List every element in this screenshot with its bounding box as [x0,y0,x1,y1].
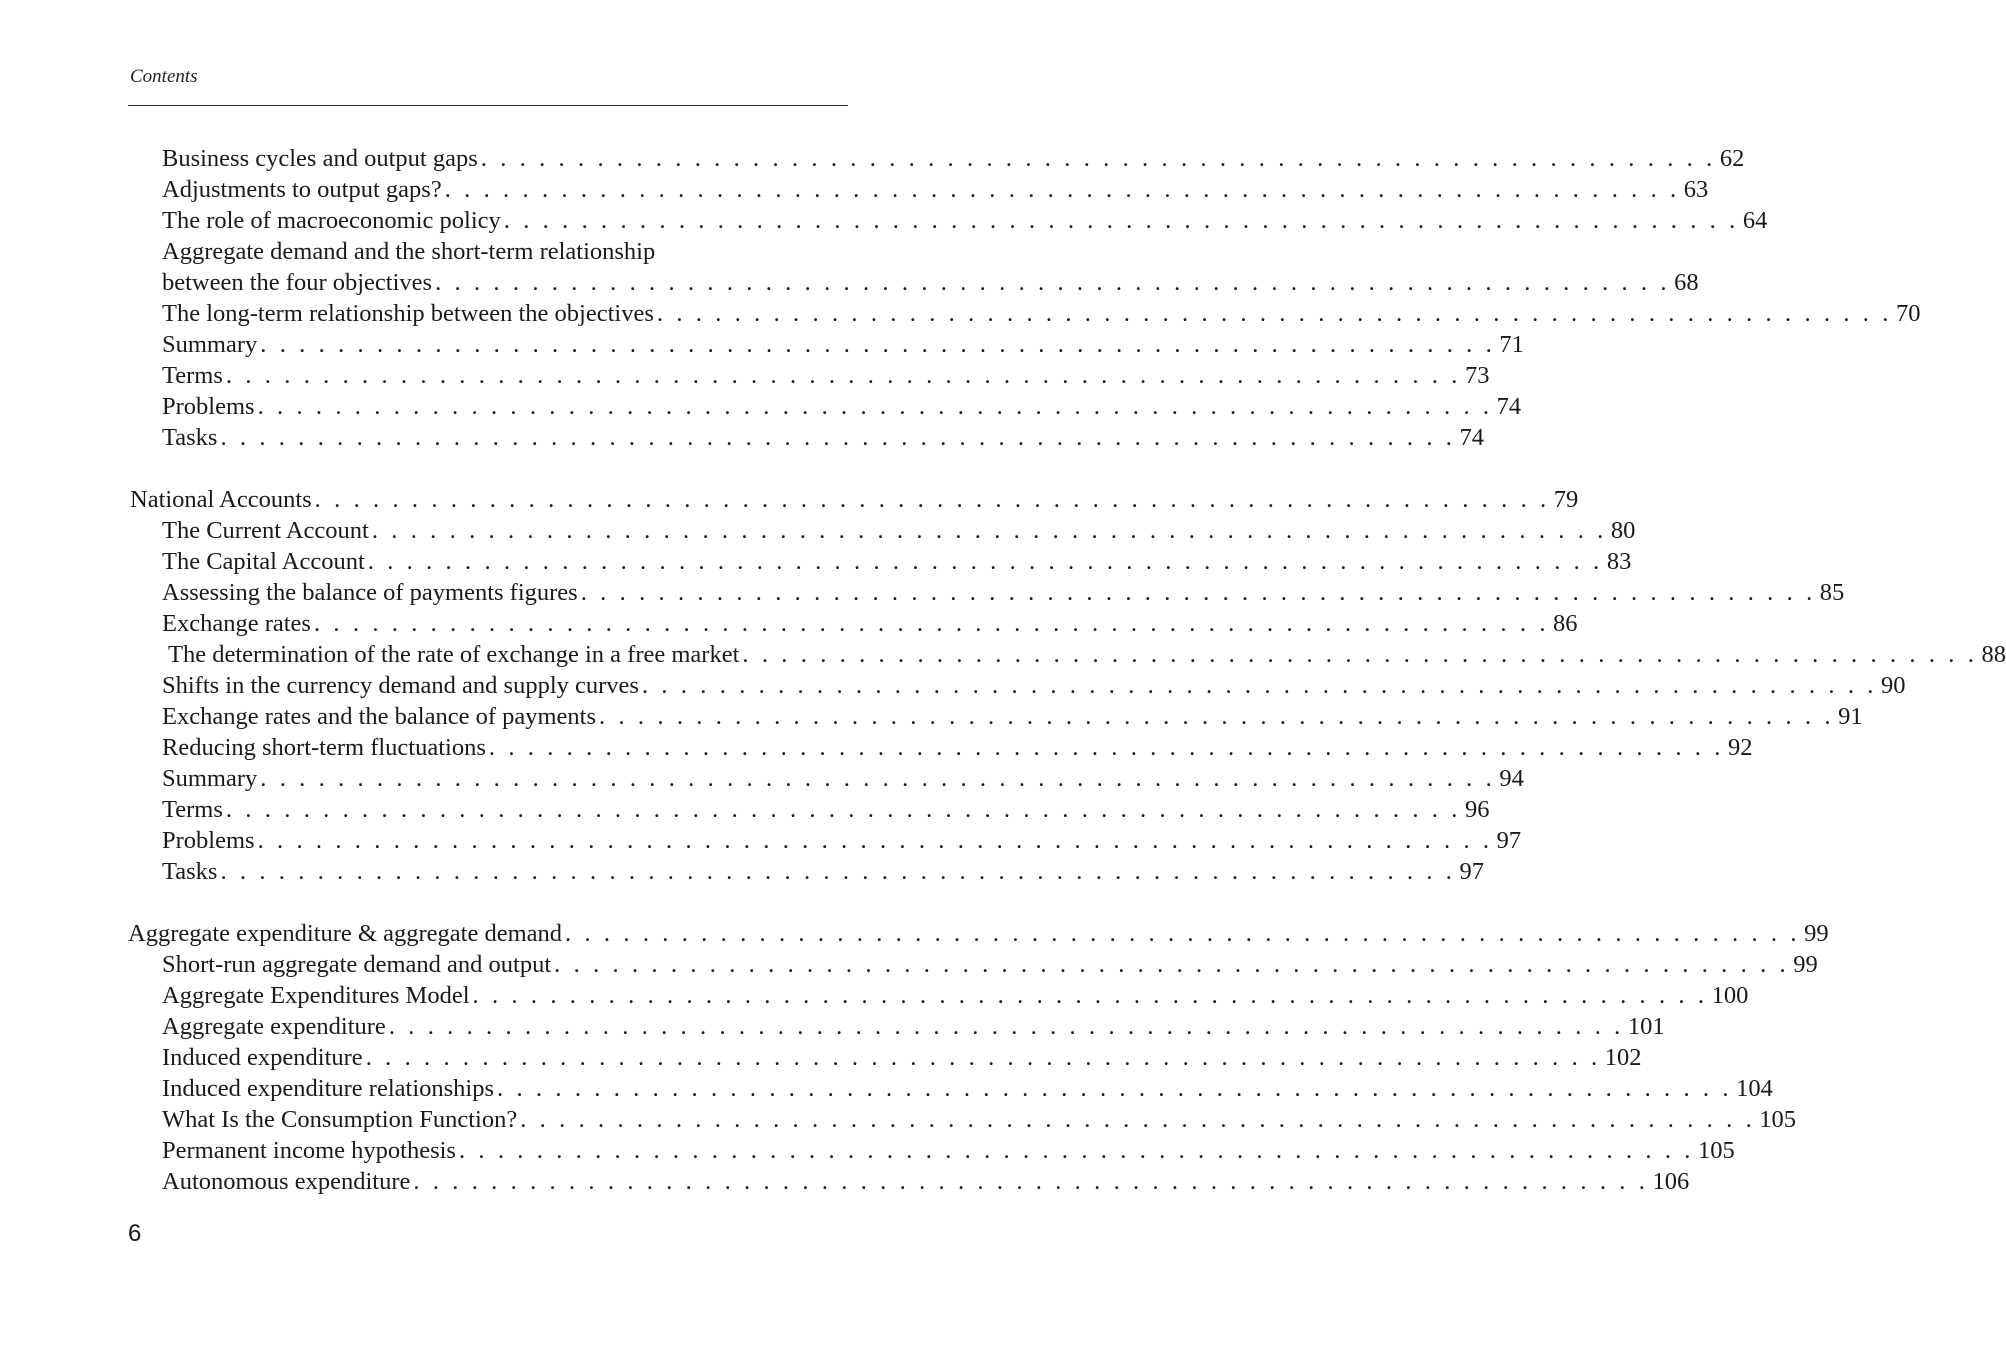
toc-entry[interactable] [162,732,1753,763]
leader-dots: . . . . . . . . . . . . . . . . . . . . . . . . . . . . . . . . . . . . . . . . . . . . . . . . . . . . . . . . . . . . . . . . [497,1075,1733,1102]
toc-entry-title: What Is the Consumption Function? [162,1106,518,1133]
toc-entry-title: Short-run aggregate demand and output [162,951,552,978]
toc-entry[interactable] [168,639,2006,670]
toc-entry-page: 83 [1606,548,1632,575]
toc-entry-title: Summary [162,765,258,792]
toc-entry-title: Adjustments to output gaps? [162,176,442,203]
toc-entry[interactable] [162,794,1490,825]
toc-entry-title: National Accounts [130,486,312,513]
toc-entry[interactable] [162,267,1699,298]
toc-entry[interactable] [162,980,1749,1011]
leader-dots: . . . . . . . . . . . . . . . . . . . . . . . . . . . . . . . . . . . . . . . . . . . . . . . . . . . . . . . . . . . . . . . . [257,827,1493,854]
leader-dots: . . . . . . . . . . . . . . . . . . . . . . . . . . . . . . . . . . . . . . . . . . . . . . . . . . . . . . . . . . . . . . . . [520,1106,1756,1133]
toc-entry-page: 96 [1464,796,1490,823]
page-number: 6 [128,1220,142,1247]
leader-dots: . . . . . . . . . . . . . . . . . . . . . . . . . . . . . . . . . . . . . . . . . . . . . . . . . . . . . . . . . . . . . . . . [565,920,1801,947]
leader-dots: . . . . . . . . . . . . . . . . . . . . . . . . . . . . . . . . . . . . . . . . . . . . . . . . . . . . . . . . . . . . . . . . [599,703,1835,730]
toc-entry-title: Tasks [162,424,218,451]
toc-entry-page: 86 [1553,610,1578,637]
toc-entry-page: 101 [1627,1013,1665,1040]
toc-entry-page: 74 [1459,424,1485,451]
toc-entry-page: 100 [1711,982,1749,1009]
toc-entry[interactable] [162,143,1745,174]
toc-entry[interactable] [162,670,1906,701]
toc-entry-title-line[interactable]: Aggregate demand and the short-term relationship [162,238,656,265]
toc-chapter-entry[interactable] [130,484,1579,515]
toc-entry-title: Reducing short-term fluctuations [162,734,486,761]
toc-entry[interactable] [162,391,1522,422]
leader-dots: . . . . . . . . . . . . . . . . . . . . . . . . . . . . . . . . . . . . . . . . . . . . . . . . . . . . . . . . . . . . . . . . [554,951,1790,978]
leader-dots: . . . . . . . . . . . . . . . . . . . . . . . . . . . . . . . . . . . . . . . . . . . . . . . . . . . . . . . . . . . . . . . . [480,145,1716,172]
toc-entry-page: 68 [1674,269,1699,296]
toc-entry-page: 88 [1981,641,2006,668]
leader-dots: . . . . . . . . . . . . . . . . . . . . . . . . . . . . . . . . . . . . . . . . . . . . . . . . . . . . . . . . . . . . . . . . [371,517,1607,544]
toc-entry[interactable] [162,856,1485,887]
toc-entry-page: 62 [1719,145,1745,172]
leader-dots: . . . . . . . . . . . . . . . . . . . . . . . . . . . . . . . . . . . . . . . . . . . . . . . . . . . . . . . . . . . . . . . . [742,641,1978,668]
toc-entry-page: 104 [1736,1075,1773,1102]
leader-dots: . . . . . . . . . . . . . . . . . . . . . . . . . . . . . . . . . . . . . . . . . . . . . . . . . . . . . . . . . . . . . . . . [313,610,1550,637]
toc-entry[interactable] [162,949,1818,980]
toc-entry[interactable] [162,329,1524,360]
running-head-title: Contents [130,66,198,87]
toc-entry-page: 90 [1881,672,1906,699]
toc-entry[interactable] [162,515,1636,546]
leader-dots: . . . . . . . . . . . . . . . . . . . . . . . . . . . . . . . . . . . . . . . . . . . . . . . . . . . . . . . . . . . . . . . . [656,300,1892,327]
toc-entry[interactable] [162,298,1921,329]
leader-dots: . . . . . . . . . . . . . . . . . . . . . . . . . . . . . . . . . . . . . . . . . . . . . . . . . . . . . . . . . . . . . . . . [580,579,1816,606]
toc-entry-title: Permanent income hypothesis [162,1137,456,1164]
toc-entry[interactable] [162,701,1863,732]
leader-dots: . . . . . . . . . . . . . . . . . . . . . . . . . . . . . . . . . . . . . . . . . . . . . . . . . . . . . . . . . . . . . . . . [314,486,1550,513]
leader-dots: . . . . . . . . . . . . . . . . . . . . . . . . . . . . . . . . . . . . . . . . . . . . . . . . . . . . . . . . . . . . . . . . [257,393,1493,420]
toc-entry-page: 105 [1759,1106,1797,1133]
toc-entry-title: Problems [162,393,255,420]
leader-dots: . . . . . . . . . . . . . . . . . . . . . . . . . . . . . . . . . . . . . . . . . . . . . . . . . . . . . . . . . . . . . . . . [472,982,1708,1009]
leader-dots: . . . . . . . . . . . . . . . . . . . . . . . . . . . . . . . . . . . . . . . . . . . . . . . . . . . . . . . . . . . . . . . . [388,1013,1624,1040]
toc-entry-title: Tasks [162,858,218,885]
toc-entry[interactable] [162,546,1632,577]
toc-entry-title: Shifts in the currency demand and supply curves [162,672,639,699]
toc-entry-title: Exchange rates and the balance of payments [162,703,597,730]
toc-entry[interactable] [162,1104,1797,1135]
toc-entry-title: Business cycles and output gaps [162,145,478,172]
toc-entry-page: 102 [1604,1044,1642,1071]
toc-entry[interactable] [162,422,1485,453]
leader-dots: . . . . . . . . . . . . . . . . . . . . . . . . . . . . . . . . . . . . . . . . . . . . . . . . . . . . . . . . . . . . . . . . [444,176,1680,203]
toc-entry-title: Assessing the balance of payments figures [162,579,578,606]
toc-entry-page: 94 [1499,765,1524,792]
toc-entry[interactable] [162,174,1709,205]
toc-entry-title: Summary [162,331,258,358]
toc-entry[interactable] [162,763,1524,794]
toc-entry[interactable] [162,360,1490,391]
toc-entry-page: 97 [1496,827,1522,854]
leader-dots: . . . . . . . . . . . . . . . . . . . . . . . . . . . . . . . . . . . . . . . . . . . . . . . . . . . . . . . . . . . . . . . . [365,1044,1601,1071]
toc-entry-page: 99 [1793,951,1818,978]
toc-entry-title: Aggregate expenditure & aggregate demand [128,920,563,947]
toc-entry-title: Terms [162,796,223,823]
leader-dots: . . . . . . . . . . . . . . . . . . . . . . . . . . . . . . . . . . . . . . . . . . . . . . . . . . . . . . . . . . . . . . . . [220,858,1456,885]
toc-entry-title: The role of macroeconomic policy [162,207,501,234]
toc-entry-page: 71 [1499,331,1524,358]
toc-entry-page: 80 [1610,517,1636,544]
toc-entry-page: 91 [1838,703,1863,730]
toc-entry[interactable] [162,1011,1665,1042]
toc-entry-page: 105 [1698,1137,1735,1164]
toc-entry-page: 79 [1553,486,1579,513]
toc-entry-title: Problems [162,827,255,854]
toc-entry[interactable] [162,608,1578,639]
toc-entry-title: Induced expenditure relationships [162,1075,495,1102]
leader-dots: . . . . . . . . . . . . . . . . . . . . . . . . . . . . . . . . . . . . . . . . . . . . . . . . . . . . . . . . . . . . . . . . [260,331,1496,358]
toc-entry[interactable] [162,1166,1690,1197]
leader-dots: . . . . . . . . . . . . . . . . . . . . . . . . . . . . . . . . . . . . . . . . . . . . . . . . . . . . . . . . . . . . . . . . [458,1137,1695,1164]
toc-entry-page: 74 [1496,393,1522,420]
leader-dots: . . . . . . . . . . . . . . . . . . . . . . . . . . . . . . . . . . . . . . . . . . . . . . . . . . . . . . . . . . . . . . . . [413,1168,1649,1195]
toc-entry-page: 63 [1683,176,1709,203]
toc-entry[interactable] [162,1042,1642,1073]
toc-entry-page: 70 [1895,300,1921,327]
toc-entry-title: Terms [162,362,223,389]
toc-entry-title: Induced expenditure [162,1044,363,1071]
leader-dots: . . . . . . . . . . . . . . . . . . . . . . . . . . . . . . . . . . . . . . . . . . . . . . . . . . . . . . . . . . . . . . . . [367,548,1603,575]
leader-dots: . . . . . . . . . . . . . . . . . . . . . . . . . . . . . . . . . . . . . . . . . . . . . . . . . . . . . . . . . . . . . . . . [260,765,1496,792]
leader-dots: . . . . . . . . . . . . . . . . . . . . . . . . . . . . . . . . . . . . . . . . . . . . . . . . . . . . . . . . . . . . . . . . [435,269,1671,296]
header-rule [128,105,848,106]
toc-entry-title: Autonomous expenditure [162,1168,411,1195]
toc-entry[interactable] [162,825,1522,856]
toc-entry-page: 99 [1804,920,1829,947]
toc-entry-page: 97 [1459,858,1485,885]
leader-dots: . . . . . . . . . . . . . . . . . . . . . . . . . . . . . . . . . . . . . . . . . . . . . . . . . . . . . . . . . . . . . . . . [488,734,1724,761]
toc-entry[interactable] [162,1135,1735,1166]
toc-entry[interactable] [162,577,1845,608]
toc-entry[interactable] [162,1073,1773,1104]
toc-entry-title: Aggregate Expenditures Model [162,982,470,1009]
toc-entry-page: 64 [1742,207,1768,234]
toc-entry-title: The determination of the rate of exchange in a free market [168,641,740,668]
toc-entry-page: 106 [1652,1168,1690,1195]
toc-entry-title: between the four objectives [162,269,433,296]
toc-entry-page: 73 [1464,362,1490,389]
toc-entry-title: Aggregate expenditure [162,1013,386,1040]
leader-dots: . . . . . . . . . . . . . . . . . . . . . . . . . . . . . . . . . . . . . . . . . . . . . . . . . . . . . . . . . . . . . . . . [225,362,1461,389]
toc-entry-title: The Capital Account [162,548,365,575]
leader-dots: . . . . . . . . . . . . . . . . . . . . . . . . . . . . . . . . . . . . . . . . . . . . . . . . . . . . . . . . . . . . . . . . [225,796,1461,823]
leader-dots: . . . . . . . . . . . . . . . . . . . . . . . . . . . . . . . . . . . . . . . . . . . . . . . . . . . . . . . . . . . . . . . . [641,672,1878,699]
toc-entry-title: The long-term relationship between the objectives [162,300,654,327]
toc-chapter-entry[interactable] [128,918,1829,949]
toc-entry-title: The Current Account [162,517,369,544]
leader-dots: . . . . . . . . . . . . . . . . . . . . . . . . . . . . . . . . . . . . . . . . . . . . . . . . . . . . . . . . . . . . . . . . [220,424,1456,451]
toc-entry-title: Exchange rates [162,610,311,637]
leader-dots: . . . . . . . . . . . . . . . . . . . . . . . . . . . . . . . . . . . . . . . . . . . . . . . . . . . . . . . . . . . . . . . . [503,207,1739,234]
toc-entry-page: 92 [1727,734,1753,761]
toc-entry[interactable] [162,205,1768,236]
toc-entry-page: 85 [1819,579,1845,606]
